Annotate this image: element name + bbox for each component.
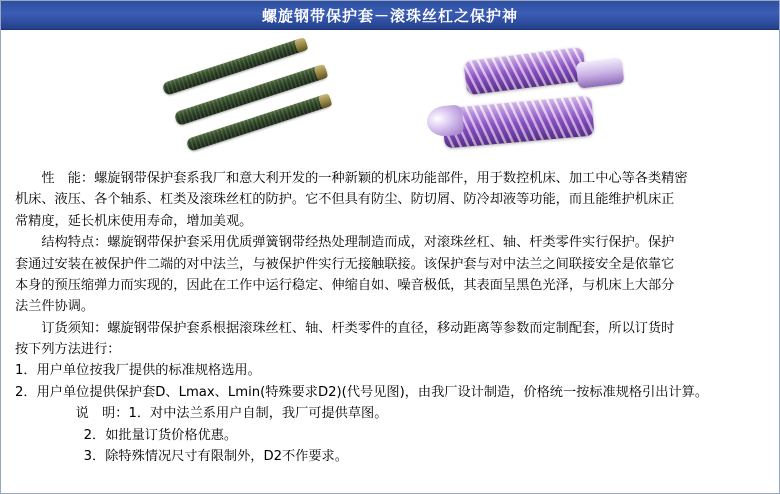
page-title: 螺旋钢带保护套－滚珠丝杠之保护神 bbox=[261, 6, 518, 25]
tube-end-cap bbox=[318, 93, 332, 109]
product-photo-band bbox=[1, 34, 779, 162]
note-item-2: 2．如批量订货价格优惠。 bbox=[83, 427, 238, 443]
paragraph-structure-1: 结构特点：螺旋钢带保护套采用优质弹簧钢带经热处理制造而成，对滚珠丝杠、轴、杆类零件实行保护。保护 bbox=[15, 235, 675, 251]
spiral-protector-upper-end bbox=[576, 57, 625, 88]
paragraph-performance-2: 机床、液压、各个轴系、杠类及滚珠丝杠的防护。它不但具有防尘、防切屑、防冷却液等功能，而且能维护机床正 bbox=[15, 192, 675, 208]
paragraph-structure-3: 本身的预压缩弹力而实现的，因此在工作中运行稳定、伸缩自如、噪音极低，其表面呈黑色光泽，与机床上大部分 bbox=[15, 277, 675, 293]
paragraph-structure-4: 法兰件协调。 bbox=[15, 299, 95, 315]
purple-spiral-steel-band-protector-photo bbox=[425, 38, 640, 158]
ordering-item-1: 1．用户单位按我厂提供的标准规格选用。 bbox=[15, 363, 261, 379]
paragraph-ordering-1: 订货须知：螺旋钢带保护套系根据滚珠丝杠、轴、杆类零件的直径，移动距离等参数而定制配套，所以订货时 bbox=[15, 320, 675, 336]
tube-end-cap bbox=[314, 64, 329, 81]
document-body bbox=[1, 162, 779, 467]
paragraph-performance-1: 性 能：螺旋钢带保护套系我厂和意大利开发的一种新颖的机床功能部件，用于数控机床、加工中心等各类精密 bbox=[15, 171, 688, 186]
paragraph-ordering-2: 按下列方法进行： bbox=[15, 342, 121, 357]
note-item-1: 1．对中法兰系用户自制，我厂可提供草图。 bbox=[128, 406, 388, 422]
spiral-protector-lower-end bbox=[426, 104, 464, 137]
note-item-3: 3．除特殊情况尺寸有限制外，D2不作要求。 bbox=[83, 448, 348, 464]
dark-green-bellows-protector-photo bbox=[140, 38, 355, 158]
paragraph-performance-3: 常精度，延长机床使用寿命，增加美观。 bbox=[15, 213, 253, 229]
note-label-and-first bbox=[15, 403, 763, 424]
ordering-item-2: 2．用户单位提供保护套D、Lmax、Lmin(特殊要求D2)(代号见图)，由我厂设计制造，价格统一按标准规格引出计算。 bbox=[15, 384, 709, 400]
spiral-protector-upper bbox=[463, 47, 586, 95]
note-label: 说 明： bbox=[49, 406, 129, 422]
paragraph-structure-2: 套通过安装在被保护件二端的对中法兰，与被保护件实行无接触联接。该保护套与对中法兰之间联接安全是依靠它 bbox=[15, 256, 675, 272]
spiral-protector-lower bbox=[442, 96, 595, 149]
tube-end-cap bbox=[294, 38, 308, 53]
page-title-bar bbox=[1, 1, 779, 30]
